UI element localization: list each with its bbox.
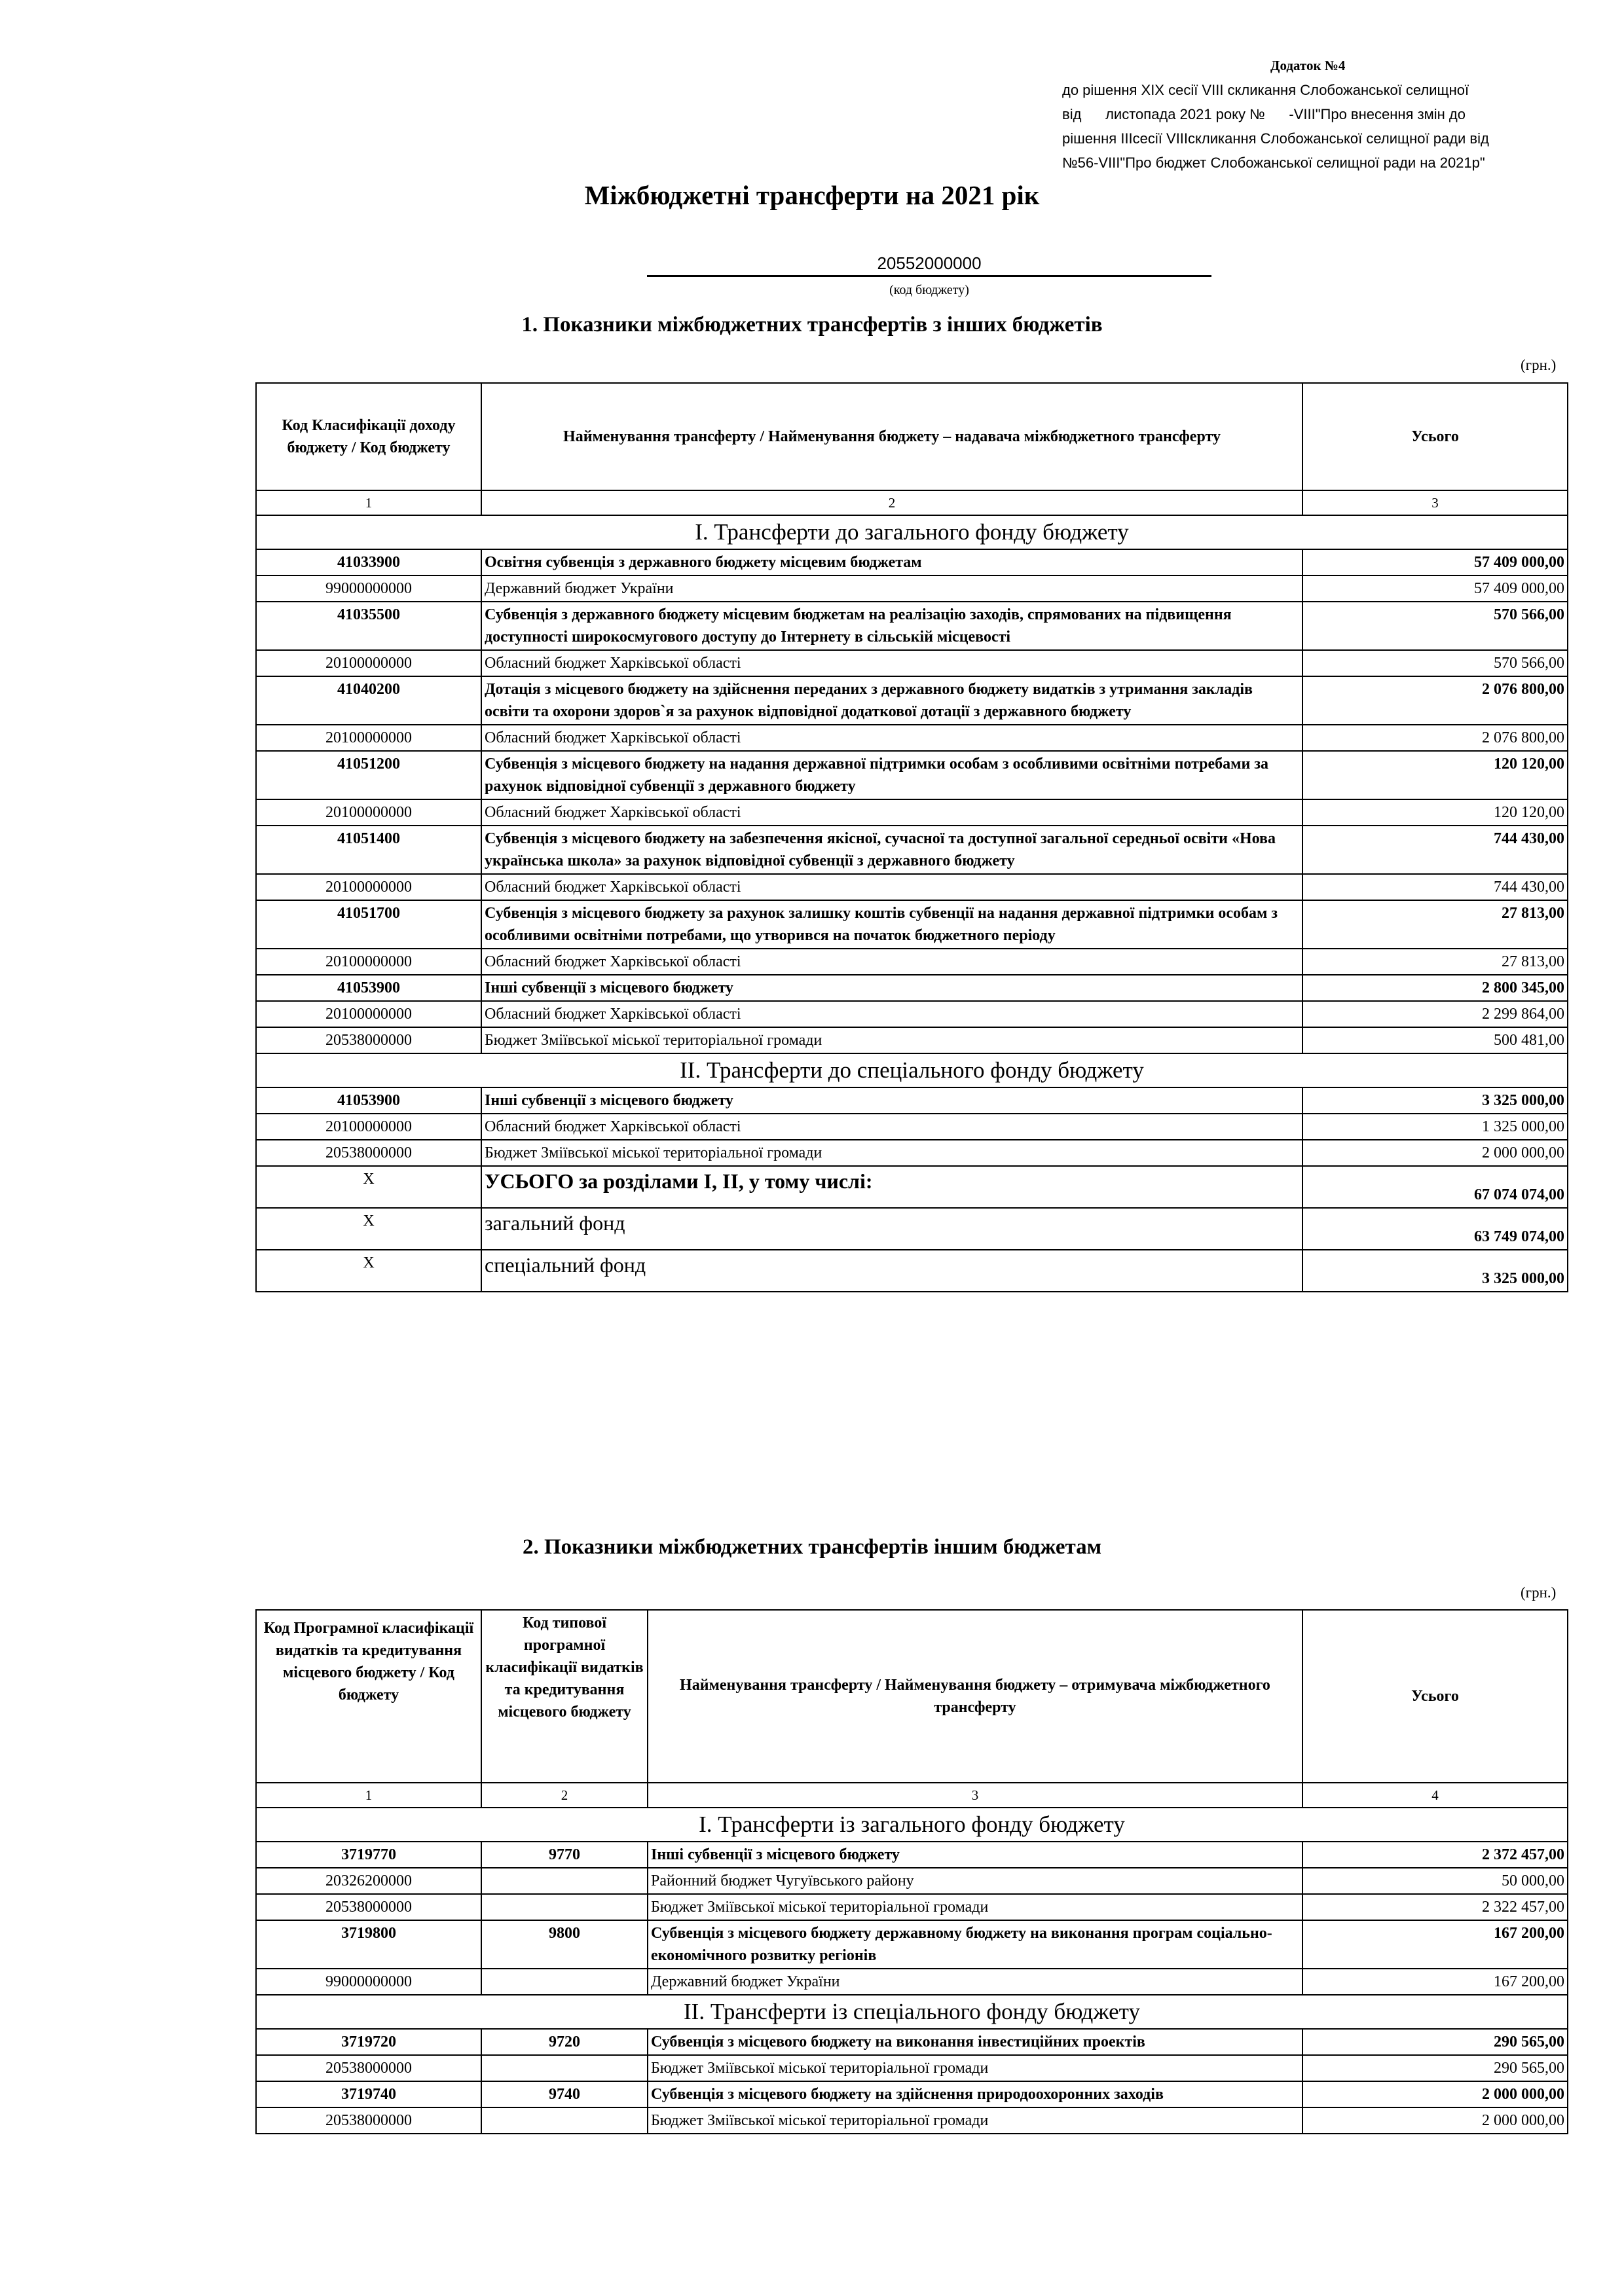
addendum-line: рішення IIIсесії VIIIскликання Слобожанської селищної ради від	[1062, 130, 1489, 147]
row-name: Освітня субвенція з державного бюджету місцевим бюджетам	[481, 549, 1302, 575]
column-number: 3	[648, 1783, 1302, 1808]
table-row	[256, 2081, 1568, 2107]
row-name: Субвенція з місцевого бюджету на забезпечення якісної, сучасної та доступної загальної середньої освіти «Нова українська школа» за рахунок відповідної субвенції з державного бюджету	[481, 826, 1302, 874]
row-code: 41040200	[256, 676, 481, 725]
row-total: 744 430,00	[1302, 874, 1568, 900]
row-code: 41051200	[256, 751, 481, 799]
row-total: 27 813,00	[1302, 900, 1568, 949]
row-total: 290 565,00	[1302, 2029, 1568, 2055]
row-name: Інші субвенції з місцевого бюджету	[648, 1842, 1302, 1868]
row-total: 2 372 457,00	[1302, 1842, 1568, 1868]
row-name: Державний бюджет України	[481, 575, 1302, 602]
table-row	[256, 2029, 1568, 2055]
table-header-row	[256, 1610, 1568, 1783]
row-program-code: 3719770	[256, 1842, 481, 1868]
table-row	[256, 1001, 1568, 1027]
section2-title: 2. Показники міжбюджетних трансфертів іншим бюджетам	[522, 1535, 1102, 1559]
row-code: 20100000000	[256, 725, 481, 751]
part-title: I. Трансферти до загального фонду бюджету	[256, 515, 1568, 549]
row-name: Бюджет Зміївської міської територіальної громади	[481, 1027, 1302, 1053]
row-typical-code	[481, 2055, 648, 2081]
column-number: 2	[481, 490, 1302, 515]
row-total: 2 800 345,00	[1302, 975, 1568, 1001]
row-name: УСЬОГО за розділами I, II, у тому числі:	[481, 1166, 1302, 1208]
row-code: 20538000000	[256, 1027, 481, 1053]
section-row	[256, 515, 1568, 549]
row-typical-code	[481, 1894, 648, 1920]
row-total: 67 074 074,00	[1302, 1166, 1568, 1208]
row-total: 50 000,00	[1302, 1868, 1568, 1894]
table-row	[256, 1140, 1568, 1166]
row-code: 20100000000	[256, 650, 481, 676]
row-typical-code: 9770	[481, 1842, 648, 1868]
row-total: 2 000 000,00	[1302, 2107, 1568, 2134]
row-name: Бюджет Зміївської міської територіальної громади	[648, 2055, 1302, 2081]
row-total: 744 430,00	[1302, 826, 1568, 874]
row-name: Дотація з місцевого бюджету на здійснення переданих з державного бюджету видатків з утримання закладів освіти та охорони здоров`я за рахунок відповідної додаткової дотації з державного бюджету	[481, 676, 1302, 725]
row-total: 1 325 000,00	[1302, 1114, 1568, 1140]
row-total: 2 000 000,00	[1302, 1140, 1568, 1166]
column-number: 3	[1302, 490, 1568, 515]
row-name: Обласний бюджет Харківської області	[481, 725, 1302, 751]
section-row	[256, 1808, 1568, 1842]
table-row	[256, 799, 1568, 826]
row-program-code: 20538000000	[256, 2107, 481, 2134]
row-name: Обласний бюджет Харківської області	[481, 650, 1302, 676]
row-total: 57 409 000,00	[1302, 549, 1568, 575]
totals-row	[256, 1166, 1568, 1208]
row-program-code: 3719740	[256, 2081, 481, 2107]
table-row	[256, 751, 1568, 799]
document-title: Міжбюджетні трансферти на 2021 рік	[584, 180, 1040, 210]
row-name: Субвенція з місцевого бюджету за рахунок залишку коштів субвенції на надання державної підтримки особам з особливими освітніми потребами, що утворився на початок бюджетного періоду	[481, 900, 1302, 949]
table-row	[256, 1894, 1568, 1920]
table-row	[256, 2107, 1568, 2134]
row-code: 41051400	[256, 826, 481, 874]
row-name: Обласний бюджет Харківської області	[481, 874, 1302, 900]
addendum-line: №56-VIII"Про бюджет Слобожанської селищної ради на 2021р"	[1062, 155, 1485, 171]
row-name: Інші субвенції з місцевого бюджету	[481, 1087, 1302, 1114]
row-code: 41035500	[256, 602, 481, 650]
row-program-code: 20326200000	[256, 1868, 481, 1894]
row-typical-code: 9720	[481, 2029, 648, 2055]
row-name: Субвенція з місцевого бюджету державному бюджету на виконання програм соціально-економічного розвитку регіонів	[648, 1920, 1302, 1969]
column-number-row	[256, 490, 1568, 515]
section1-unit: (грн.)	[1521, 357, 1557, 373]
header-typical-code: Код типової програмної класифікації видатків та кредитування місцевого бюджету	[481, 1610, 648, 1783]
row-code: X	[256, 1166, 481, 1208]
row-code: 41053900	[256, 975, 481, 1001]
column-number-row	[256, 1783, 1568, 1808]
part-title: II. Трансферти до спеціального фонду бюджету	[256, 1053, 1568, 1087]
row-total: 2 076 800,00	[1302, 676, 1568, 725]
row-code: 20538000000	[256, 1140, 481, 1166]
row-total: 2 322 457,00	[1302, 1894, 1568, 1920]
row-total: 290 565,00	[1302, 2055, 1568, 2081]
table-row	[256, 725, 1568, 751]
row-code: 20100000000	[256, 1001, 481, 1027]
row-typical-code	[481, 2107, 648, 2134]
row-total: 120 120,00	[1302, 751, 1568, 799]
row-program-code: 20538000000	[256, 1894, 481, 1920]
row-typical-code: 9740	[481, 2081, 648, 2107]
table-row	[256, 900, 1568, 949]
column-number: 1	[256, 1783, 481, 1808]
table-row	[256, 874, 1568, 900]
row-name: Бюджет Зміївської міської територіальної громади	[648, 2107, 1302, 2134]
row-name: Районний бюджет Чугуївського району	[648, 1868, 1302, 1894]
row-total: 63 749 074,00	[1302, 1208, 1568, 1250]
addendum-line: від листопада 2021 року № -VIII"Про внесення змін до	[1062, 106, 1466, 122]
row-code: 20100000000	[256, 874, 481, 900]
row-total: 500 481,00	[1302, 1027, 1568, 1053]
row-name: Субвенція з державного бюджету місцевим бюджетам на реалізацію заходів, спрямованих на підвищення доступності широкосмугового доступу до Інтернету в сільській місцевості	[481, 602, 1302, 650]
row-total: 57 409 000,00	[1302, 575, 1568, 602]
section-row	[256, 1995, 1568, 2029]
table-row	[256, 676, 1568, 725]
row-code: 41051700	[256, 900, 481, 949]
table-row	[256, 826, 1568, 874]
header-program-code: Код Програмної класифікації видатків та кредитування місцевого бюджету / Код бюджету	[256, 1610, 481, 1783]
row-code: 20100000000	[256, 799, 481, 826]
row-name: Обласний бюджет Харківської області	[481, 1001, 1302, 1027]
row-total: 3 325 000,00	[1302, 1087, 1568, 1114]
row-program-code: 3719720	[256, 2029, 481, 2055]
row-code: 41053900	[256, 1087, 481, 1114]
row-total: 3 325 000,00	[1302, 1250, 1568, 1292]
row-total: 2 076 800,00	[1302, 725, 1568, 751]
outgoing-transfers-table	[255, 1609, 1568, 2134]
section2-unit: (грн.)	[1521, 1584, 1557, 1601]
section-row	[256, 1053, 1568, 1087]
column-number: 4	[1302, 1783, 1568, 1808]
addendum-number: Додаток №4	[1270, 58, 1346, 73]
row-total: 2 000 000,00	[1302, 2081, 1568, 2107]
header-income-code: Код Класифікації доходу бюджету / Код бюджету	[256, 383, 481, 490]
row-total: 167 200,00	[1302, 1920, 1568, 1969]
row-typical-code: 9800	[481, 1920, 648, 1969]
table-row	[256, 1969, 1568, 1995]
part-title: II. Трансферти із спеціального фонду бюджету	[256, 1995, 1568, 2029]
totals-row	[256, 1208, 1568, 1250]
row-total: 120 120,00	[1302, 799, 1568, 826]
table-header-row	[256, 383, 1568, 490]
table-row	[256, 549, 1568, 575]
row-program-code: 99000000000	[256, 1969, 481, 1995]
table-row	[256, 1868, 1568, 1894]
table-row	[256, 1842, 1568, 1868]
row-code: 41033900	[256, 549, 481, 575]
column-number: 1	[256, 490, 481, 515]
row-name: Обласний бюджет Харківської області	[481, 1114, 1302, 1140]
row-total: 2 299 864,00	[1302, 1001, 1568, 1027]
totals-row	[256, 1250, 1568, 1292]
row-name: Інші субвенції з місцевого бюджету	[481, 975, 1302, 1001]
table-row	[256, 1114, 1568, 1140]
header-transfer-name: Найменування трансферту / Найменування бюджету – надавача міжбюджетного трансферту	[481, 383, 1302, 490]
row-name: Субвенція з місцевого бюджету на здійснення природоохоронних заходів	[648, 2081, 1302, 2107]
table-row	[256, 575, 1568, 602]
part-title: I. Трансферти із загального фонду бюджету	[256, 1808, 1568, 1842]
addendum-block	[1062, 54, 1586, 175]
row-code: X	[256, 1208, 481, 1250]
table-row	[256, 975, 1568, 1001]
row-name: Бюджет Зміївської міської територіальної громади	[481, 1140, 1302, 1166]
row-typical-code	[481, 1969, 648, 1995]
addendum-line: до рішення XIX сесії VIII скликання Слобожанської селищної	[1062, 82, 1469, 98]
row-name: Бюджет Зміївської міської територіальної громади	[648, 1894, 1302, 1920]
row-name: Субвенція з місцевого бюджету на надання державної підтримки особам з особливими освітніми потребами за рахунок відповідної субвенції з державного бюджету	[481, 751, 1302, 799]
row-total: 167 200,00	[1302, 1969, 1568, 1995]
row-name: Обласний бюджет Харківської області	[481, 799, 1302, 826]
row-program-code: 3719800	[256, 1920, 481, 1969]
header-total: Усього	[1302, 383, 1568, 490]
row-code: 99000000000	[256, 575, 481, 602]
row-name: Субвенція з місцевого бюджету на виконання інвестиційних проектів	[648, 2029, 1302, 2055]
row-typical-code	[481, 1868, 648, 1894]
row-code: 20100000000	[256, 949, 481, 975]
row-name: загальний фонд	[481, 1208, 1302, 1250]
incoming-transfers-table	[255, 382, 1568, 1292]
table-row	[256, 1920, 1568, 1969]
column-number: 2	[481, 1783, 648, 1808]
table-row	[256, 1027, 1568, 1053]
row-total: 27 813,00	[1302, 949, 1568, 975]
row-code: 20100000000	[256, 1114, 481, 1140]
table-row	[256, 1087, 1568, 1114]
row-name: спеціальний фонд	[481, 1250, 1302, 1292]
table-row	[256, 650, 1568, 676]
table-row	[256, 602, 1568, 650]
row-total: 570 566,00	[1302, 650, 1568, 676]
table-row	[256, 2055, 1568, 2081]
table-row	[256, 949, 1568, 975]
section1-title: 1. Показники міжбюджетних трансфертів з інших бюджетів	[521, 313, 1103, 337]
row-code: X	[256, 1250, 481, 1292]
header-total: Усього	[1302, 1610, 1568, 1783]
header-transfer-name: Найменування трансферту / Найменування бюджету – отримувача міжбюджетного трансферту	[648, 1610, 1302, 1783]
row-name: Обласний бюджет Харківської області	[481, 949, 1302, 975]
budget-code: 20552000000	[647, 253, 1211, 277]
row-name: Державний бюджет України	[648, 1969, 1302, 1995]
budget-code-caption: (код бюджету)	[889, 283, 969, 297]
row-program-code: 20538000000	[256, 2055, 481, 2081]
row-total: 570 566,00	[1302, 602, 1568, 650]
